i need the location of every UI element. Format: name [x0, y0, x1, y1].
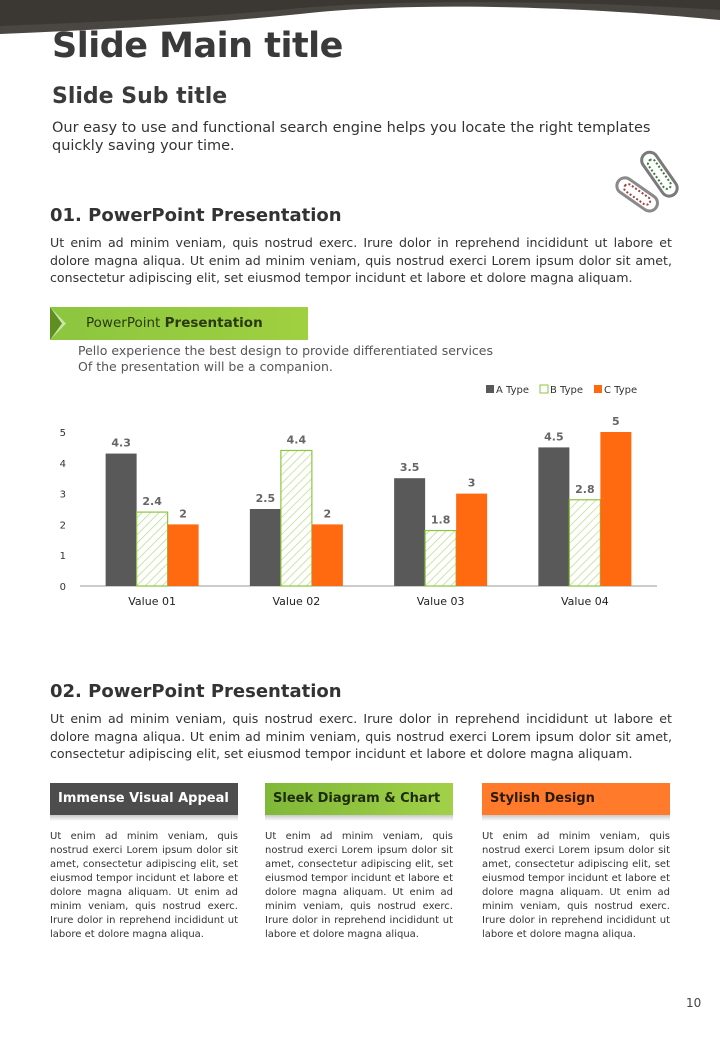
y-tick-label: 3 [59, 489, 66, 501]
data-label: 2.4 [142, 495, 162, 509]
bar-b-type [281, 450, 312, 586]
legend-swatch [540, 385, 548, 393]
x-tick-label: Value 01 [128, 595, 176, 608]
page-number: 10 [686, 996, 702, 1010]
bar-c-type [600, 432, 631, 586]
bar-b-type [137, 512, 168, 586]
intro-text: Our easy to use and functional search engine helps you locate the right templates quickly saving your time. [52, 120, 651, 154]
bar-c-type [168, 524, 199, 586]
data-label: 2.8 [575, 482, 595, 496]
card-visual-appeal-shadow [50, 815, 238, 821]
card-visual-appeal-header: Immense Visual Appeal [50, 783, 238, 815]
page-title: Slide Main title [52, 26, 343, 66]
y-tick-label: 2 [59, 520, 66, 532]
section1-banner-label [86, 307, 263, 340]
banner-label-bold: Presentation [164, 315, 263, 331]
paper-clips-icon [612, 145, 694, 225]
data-label: 2.5 [255, 492, 276, 505]
bar-a-type [538, 447, 569, 586]
y-tick-label: 1 [59, 551, 66, 563]
card-stylish-design-body: Ut enim ad minim veniam, quis nostrud exerci Lorem ipsum dolor sit amet, consectetur adipiscing elit, set eiusmod tempor incidunt et labore et dolore magna aliquam. Ut enim ad minim veniam, quis nostrud exerc. Irure dolor in reprehend incididunt ut labore et dolore magna aliqua. [482, 831, 670, 940]
banner-label-prefix: PowerPoint [86, 315, 161, 331]
y-tick-label: 4 [59, 458, 66, 470]
bar-b-type [569, 500, 600, 586]
bar-c-type [456, 494, 487, 586]
card-stylish-design-header: Stylish Design [482, 783, 670, 815]
legend-label: C Type [604, 385, 638, 396]
legend-label: A Type [496, 385, 529, 396]
data-label: 2 [179, 507, 187, 521]
bar-chart [50, 375, 670, 615]
data-label: 4.4 [286, 433, 307, 447]
bar-a-type [394, 478, 425, 586]
section1-banner-line1: Pello experience the best design to provide differentiated services [78, 343, 493, 358]
legend-swatch [594, 385, 602, 393]
x-tick-label: Value 02 [272, 595, 321, 608]
card-diagram-chart-shadow [265, 815, 453, 821]
data-label: 5 [612, 415, 620, 428]
section1-title: 01. PowerPoint Presentation [50, 205, 342, 226]
page-subtitle: Slide Sub title [52, 84, 228, 109]
section2-body: Ut enim ad minim veniam, quis nostrud exerc. Irure dolor in reprehend incididunt ut labore et dolore magna aliqua. Ut enim ad minim veniam, quis nostrud exerci Lorem ipsum dolor sit amet, consectetur adipiscing elit, set eiusmod tempor incidunt et labore et dolore magna aliquam. [50, 711, 672, 761]
x-tick-label: Value 04 [561, 595, 609, 608]
card-visual-appeal-body: Ut enim ad minim veniam, quis nostrud exerci Lorem ipsum dolor sit amet, consectetur adipiscing elit, set eiusmod tempor incidunt et labore et dolore magna aliquam. Ut enim ad minim veniam, quis nostrud exerc. Irure dolor in reprehend incididunt ut labore et dolore magna aliqua. [50, 831, 238, 940]
y-tick-label: 5 [59, 428, 66, 439]
bar-a-type [106, 454, 137, 586]
card-diagram-chart-body: Ut enim ad minim veniam, quis nostrud exerci Lorem ipsum dolor sit amet, consectetur adipiscing elit, set eiusmod tempor incidunt et labore et dolore magna aliquam. Ut enim ad minim veniam, quis nostrud exerc. Irure dolor in reprehend incididunt ut labore et dolore magna aliqua. [265, 831, 453, 940]
section1-body: Ut enim ad minim veniam, quis nostrud exerc. Irure dolor in reprehend incididunt ut labore et dolore magna aliqua. Ut enim ad minim veniam, quis nostrud exerci Lorem ipsum dolor sit amet, consectetur adipiscing elit, set eiusmod tempor incidunt et labore et dolore magna aliquam. [50, 235, 672, 285]
x-tick-label: Value 03 [416, 595, 465, 608]
data-label: 3.5 [399, 461, 420, 475]
card-diagram-chart-header: Sleek Diagram & Chart [265, 783, 453, 815]
data-label: 4.3 [111, 436, 131, 450]
legend-label: B Type [550, 385, 584, 396]
data-label: 4.5 [544, 430, 564, 444]
bar-a-type [250, 509, 281, 586]
bar-c-type [312, 524, 343, 586]
legend-swatch [486, 385, 494, 393]
y-tick-label: 0 [59, 582, 66, 593]
section1-banner-line2: Of the presentation will be a companion. [78, 359, 333, 374]
data-label: 1.8 [430, 513, 451, 527]
bar-b-type [425, 531, 456, 586]
section2-title: 02. PowerPoint Presentation [50, 681, 342, 702]
data-label: 2 [323, 507, 332, 521]
data-label: 3 [467, 476, 476, 490]
card-stylish-design-shadow [482, 815, 670, 821]
